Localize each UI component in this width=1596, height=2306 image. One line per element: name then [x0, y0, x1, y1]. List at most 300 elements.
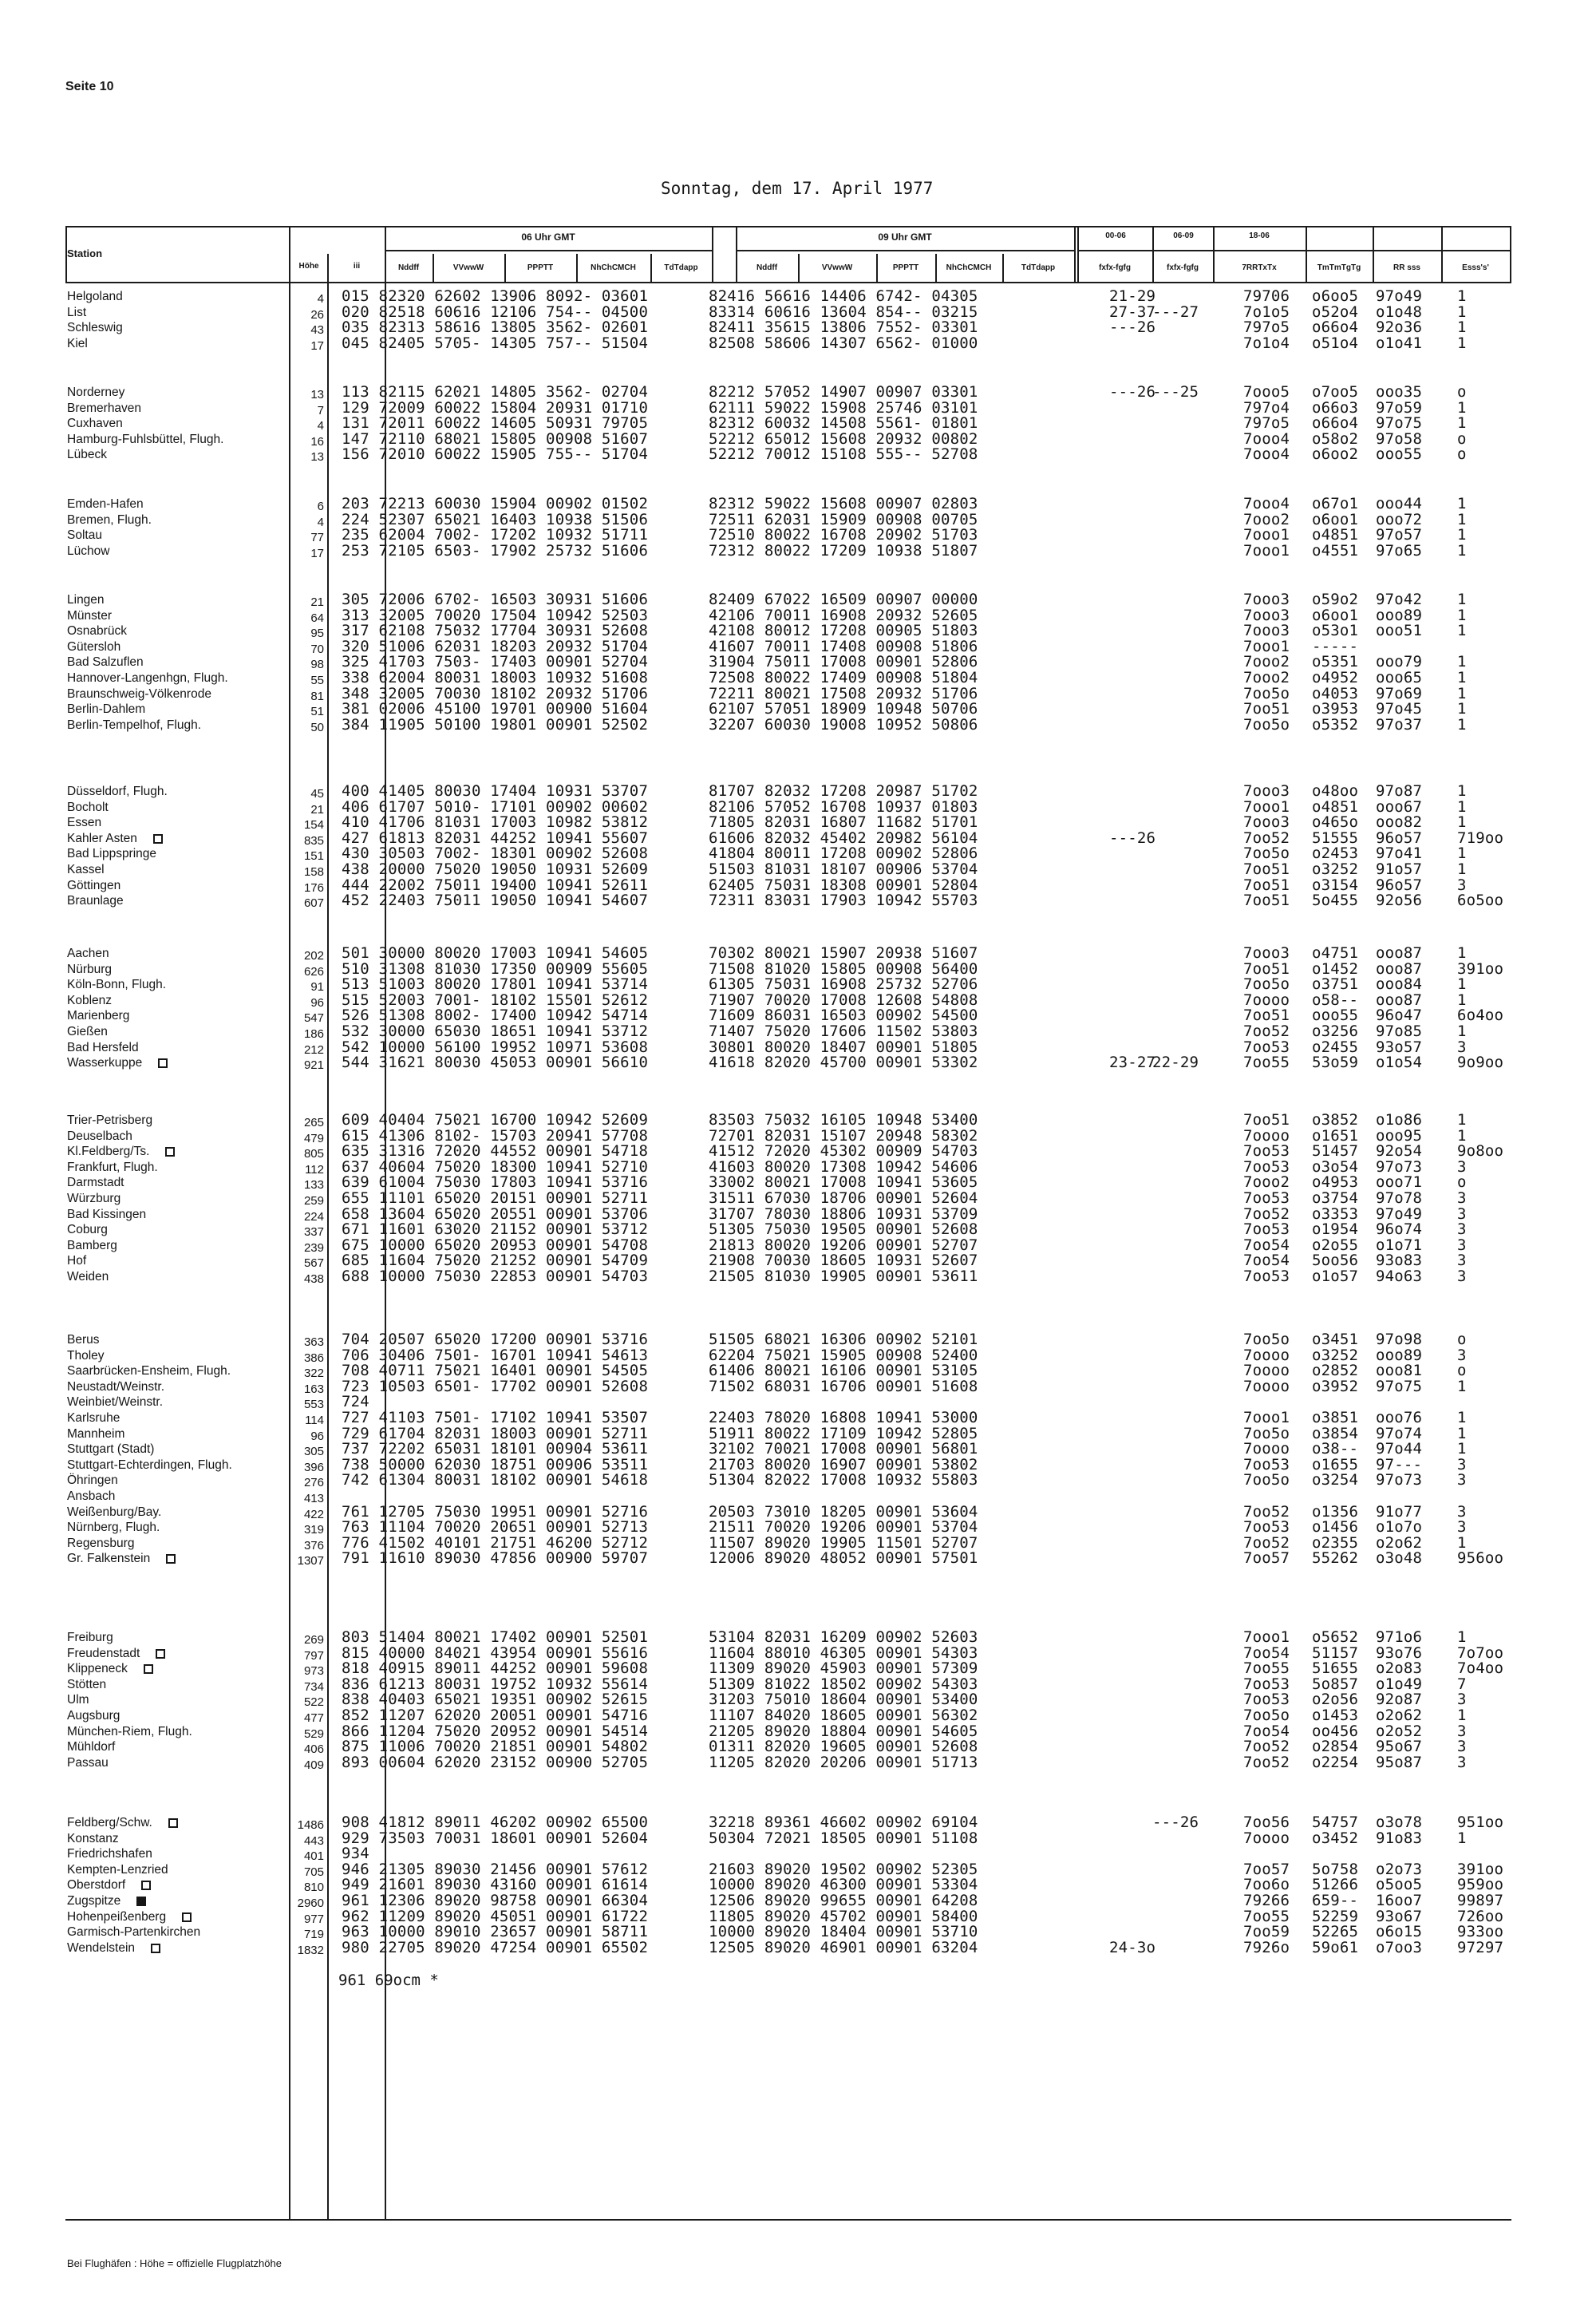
station-height: 529 — [303, 1727, 324, 1741]
station-name-text: Braunschweig-Völkenrode — [67, 686, 211, 701]
temp-minmax: o2852 — [1312, 1362, 1359, 1380]
obs-06-gmt: 635 31316 72020 44552 00901 54718 — [342, 1142, 649, 1161]
station-row — [0, 1940, 1596, 1956]
extra-18-06: 7oo51 — [1243, 700, 1290, 718]
temp-minmax: o52o4 — [1312, 303, 1359, 321]
station-height: 835 — [303, 833, 324, 848]
station-row — [0, 1489, 1596, 1504]
obs-09-gmt: 81707 82032 17208 20987 51702 — [709, 782, 978, 800]
station-name-text: Wendelstein — [67, 1940, 136, 1955]
station-name — [67, 639, 120, 655]
group09-rule — [736, 250, 1074, 251]
station-name-text: Konstanz — [67, 1831, 119, 1845]
station-name — [67, 1630, 113, 1645]
extra-18-06: 7oo52 — [1243, 1738, 1290, 1756]
station-row — [0, 1126, 1596, 1145]
temp-minmax: o2854 — [1312, 1738, 1359, 1756]
extra-18-06: 7oo54 — [1243, 1722, 1290, 1740]
snow-code: 933oo — [1457, 1923, 1504, 1941]
station-name — [67, 1363, 231, 1378]
snow-code: 951oo — [1457, 1814, 1504, 1831]
snow-code: 1 — [1457, 1111, 1467, 1129]
rain-snow: 93o76 — [1376, 1643, 1423, 1662]
station-name — [67, 1222, 108, 1237]
obs-09-gmt: 51304 82022 17008 10932 55803 — [709, 1471, 978, 1489]
station-name — [67, 1055, 168, 1070]
extra-18-06: 7oo53 — [1243, 1268, 1290, 1285]
station-row — [0, 416, 1596, 431]
obs-06-gmt: 962 11209 89020 45051 00901 61722 — [342, 1907, 649, 1925]
station-name-text: Kahler Asten — [67, 831, 137, 845]
temp-minmax: o4953 — [1312, 1173, 1359, 1192]
group06-header: 06 Uhr GMT — [521, 231, 575, 243]
extra-18-06: 7ooo3 — [1243, 591, 1290, 608]
station-height: 422 — [303, 1507, 324, 1521]
station-name-text: Bad Kissingen — [67, 1207, 147, 1221]
station-row — [0, 797, 1596, 817]
station-name-text: Köln-Bonn, Flugh. — [67, 978, 167, 992]
obs-09-gmt: 52212 65012 15608 20932 00802 — [709, 429, 978, 448]
station-name-text: Bremen, Flugh. — [67, 512, 152, 527]
station-row — [0, 1157, 1596, 1177]
extra-18-06: 7ooo4 — [1243, 445, 1290, 464]
station-name — [67, 670, 228, 686]
snow-code: 1 — [1457, 813, 1467, 832]
temp-minmax: o4851 — [1312, 526, 1359, 544]
station-name — [67, 1207, 146, 1222]
station-name — [67, 1831, 119, 1846]
col-header-right: fxfx-fgfg — [1099, 263, 1131, 272]
station-name-text: Helgoland — [67, 290, 123, 303]
station-name — [67, 305, 86, 320]
obs-09-gmt: 11309 89020 45903 00901 57309 — [709, 1659, 978, 1678]
snow-code: 1 — [1457, 287, 1467, 305]
extra-18-06: 7oo5o — [1243, 684, 1290, 702]
rain-snow: 92o56 — [1376, 892, 1423, 910]
station-name — [67, 784, 168, 799]
extra-18-06: 7oo56 — [1243, 1814, 1290, 1831]
station-row — [0, 1379, 1596, 1394]
rain-snow: 97o37 — [1376, 715, 1423, 734]
station-height: 805 — [303, 1147, 324, 1161]
g0006-header: 00-06 — [1105, 231, 1126, 240]
station-name-text: Schleswig — [67, 321, 123, 335]
obs-09-gmt: 22403 78020 16808 10941 53000 — [709, 1409, 978, 1426]
rain-snow: 97o58 — [1376, 429, 1423, 448]
obs-06-gmt: 430 30503 7002- 18301 00902 52608 — [342, 844, 649, 863]
snow-code: 3 — [1457, 1038, 1467, 1056]
station-name — [67, 1008, 129, 1023]
obs-06-gmt: 639 61004 75030 17803 10941 53716 — [342, 1173, 649, 1192]
rain-snow: 97o65 — [1376, 541, 1423, 560]
snow-code: 1 — [1457, 1533, 1467, 1552]
station-height: 269 — [303, 1633, 324, 1647]
temp-minmax: 51157 — [1312, 1643, 1359, 1662]
station-name — [67, 878, 120, 893]
station-name-text: Ulm — [67, 1693, 89, 1707]
snow-code: 3 — [1457, 1236, 1467, 1254]
station-name — [67, 1520, 160, 1535]
station-height: 4 — [317, 515, 324, 529]
station-height: 91 — [310, 980, 324, 995]
temp-minmax: o3452 — [1312, 1829, 1359, 1847]
obs-06-gmt: 763 11104 70020 20651 00901 52713 — [342, 1518, 649, 1537]
obs-09-gmt: 42106 70011 16908 20932 52605 — [709, 606, 978, 624]
station-name — [67, 1505, 161, 1520]
rain-snow: ooo81 — [1376, 1362, 1423, 1380]
station-name-text: Cuxhaven — [67, 417, 123, 431]
snow-code: o — [1457, 1173, 1467, 1192]
snow-code: 1 — [1457, 715, 1467, 734]
station-height: 413 — [303, 1492, 324, 1505]
col-header-06: PPPTT — [527, 263, 554, 272]
temp-minmax: o5352 — [1312, 715, 1359, 734]
rain-snow: ooo87 — [1376, 991, 1423, 1009]
station-height: 626 — [303, 964, 324, 979]
temp-minmax: o3851 — [1312, 1409, 1359, 1426]
station-row — [0, 1144, 1596, 1159]
page-number: Seite 10 — [65, 80, 114, 93]
station-name-text: Coburg — [67, 1223, 108, 1237]
station-height: 21 — [310, 595, 324, 609]
obs-06-gmt: 671 11601 63020 21152 00901 53712 — [342, 1220, 649, 1239]
station-name-text: Bad Hersfeld — [67, 1040, 139, 1054]
temp-minmax: o3451 — [1312, 1331, 1359, 1348]
extra-18-06: 7oo5o — [1243, 1424, 1290, 1442]
extra-18-06: 7ooo3 — [1243, 782, 1290, 800]
station-height: 163 — [303, 1382, 324, 1396]
station-row — [0, 655, 1596, 670]
station-name — [67, 1489, 115, 1504]
rain-snow: 92o36 — [1376, 318, 1423, 337]
temp-minmax: 5o857 — [1312, 1675, 1359, 1693]
station-row — [0, 1410, 1596, 1426]
snow-code: 3 — [1457, 1189, 1467, 1207]
col-header-right: Esss's' — [1462, 263, 1489, 272]
obs-09-gmt: 20503 73010 18205 00901 53604 — [709, 1502, 978, 1521]
station-name-text: Augsburg — [67, 1709, 120, 1723]
snow-code: 391oo — [1457, 1860, 1504, 1878]
station-height: 547 — [303, 1011, 324, 1026]
obs-06-gmt: 384 11905 50100 19801 00901 52502 — [342, 715, 649, 734]
snow-code: 9o9oo — [1457, 1054, 1504, 1072]
extra-18-06: 7oooo — [1243, 1126, 1290, 1145]
station-height: 1486 — [297, 1818, 324, 1832]
obs-09-gmt: 82416 56616 14406 6742- 04305 — [709, 287, 978, 305]
snow-code: 1 — [1457, 1409, 1467, 1426]
station-name-text: Nürnberg, Flugh. — [67, 1521, 160, 1535]
snow-code: 3 — [1457, 1738, 1467, 1756]
gust-00-06: 27-37 — [1109, 303, 1156, 321]
extra-18-06: 79706 — [1243, 287, 1290, 305]
obs-09-gmt: 52212 70012 15108 555-- 52708 — [709, 445, 978, 464]
station-name-text: Berlin-Tempelhof, Flugh. — [67, 718, 201, 732]
col-header-09: TdTdapp — [1021, 263, 1056, 272]
station-row — [0, 1659, 1596, 1679]
station-row — [0, 1113, 1596, 1128]
obs-09-gmt: 11604 88010 46305 00901 54303 — [709, 1643, 978, 1662]
station-name — [67, 1458, 232, 1473]
station-row — [0, 608, 1596, 623]
rain-snow: 91o83 — [1376, 1829, 1423, 1847]
extra-18-06: 79266 — [1243, 1892, 1290, 1909]
station-name — [67, 1551, 176, 1566]
station-name-text: Hof — [67, 1254, 87, 1268]
obs-06-gmt: 852 11207 62020 20051 00901 54716 — [342, 1707, 649, 1724]
station-name-text: Bad Salzuflen — [67, 655, 144, 670]
obs-09-gmt: 21908 70030 18605 10931 52607 — [709, 1252, 978, 1270]
temp-minmax: o6oo5 — [1312, 287, 1359, 305]
obs-09-gmt: 32207 60030 19008 10952 50806 — [709, 715, 978, 734]
obs-06-gmt: 338 62004 80031 18003 10932 51608 — [342, 669, 649, 686]
rain-snow: o2o83 — [1376, 1659, 1423, 1678]
obs-06-gmt: 156 72010 60022 15905 755-- 51704 — [342, 445, 649, 464]
rain-snow: ooo65 — [1376, 669, 1423, 686]
open-square-icon — [166, 1554, 176, 1564]
gust-00-06: ---26 — [1109, 318, 1156, 337]
obs-06-gmt: 532 30000 65030 18651 10941 53712 — [342, 1022, 649, 1040]
station-height: 607 — [303, 896, 324, 911]
temp-minmax: o67o1 — [1312, 495, 1359, 512]
snow-code: 1 — [1457, 975, 1467, 994]
extra-18-06: 797o5 — [1243, 414, 1290, 433]
station-height: 17 — [310, 338, 324, 353]
station-name — [67, 1442, 154, 1457]
obs-09-gmt: 12506 89020 99655 00901 64208 — [709, 1892, 978, 1909]
open-square-icon — [144, 1664, 153, 1674]
obs-09-gmt: 51911 80022 17109 10942 52805 — [709, 1424, 978, 1442]
extra-18-06: 7oo52 — [1243, 1753, 1290, 1771]
obs-09-gmt: 12505 89020 46901 00901 63204 — [709, 1938, 978, 1956]
rain-snow: ooo44 — [1376, 495, 1423, 512]
station-name — [67, 1024, 108, 1039]
station-name — [67, 1846, 152, 1861]
obs-09-gmt: 62107 57051 18909 10948 50706 — [709, 700, 978, 718]
station-row — [0, 1191, 1596, 1206]
station-row — [0, 1831, 1596, 1846]
extra-18-06: 7oo53 — [1243, 1189, 1290, 1207]
station-row — [0, 813, 1596, 833]
station-name — [67, 1394, 163, 1410]
snow-code: 3 — [1457, 1252, 1467, 1270]
station-row — [0, 1708, 1596, 1723]
obs-06-gmt: 655 11101 65020 20151 00901 52711 — [342, 1189, 649, 1207]
extra-18-06: 7ooo2 — [1243, 669, 1290, 686]
snow-code: 3 — [1457, 1268, 1467, 1285]
obs-09-gmt: 82312 60032 14508 5561- 01801 — [709, 414, 978, 433]
obs-09-gmt: 31904 75011 17008 00901 52806 — [709, 653, 978, 671]
station-name — [67, 416, 123, 431]
obs-09-gmt: 21205 89020 18804 00901 54605 — [709, 1722, 978, 1740]
obs-06-gmt: 444 22002 75011 19400 10941 52611 — [342, 876, 649, 894]
col-header-right: fxfx-fgfg — [1167, 263, 1199, 272]
station-row — [0, 1755, 1596, 1770]
station-row — [0, 1877, 1596, 1893]
station-height: 406 — [303, 1742, 324, 1757]
rain-snow: 97o69 — [1376, 684, 1423, 702]
temp-minmax: o3852 — [1312, 1111, 1359, 1129]
temp-minmax: o66o4 — [1312, 414, 1359, 433]
station-height: 305 — [303, 1445, 324, 1459]
col-divider-right — [1441, 226, 1443, 282]
station-height: 16 — [310, 434, 324, 449]
rain-snow: o1o86 — [1376, 1111, 1423, 1129]
station-height: 224 — [303, 1209, 324, 1224]
station-name-text: Friedrichshafen — [67, 1847, 152, 1861]
header-top-rule — [65, 226, 1511, 227]
station-name-text: Frankfurt, Flugh. — [67, 1160, 158, 1174]
snow-code: 3 — [1457, 1722, 1467, 1740]
obs-06-gmt: 544 31621 80030 45053 00901 56610 — [342, 1054, 649, 1072]
station-name — [67, 893, 124, 908]
temp-minmax: o3953 — [1312, 700, 1359, 718]
rain-snow: ooo67 — [1376, 797, 1423, 816]
station-row — [0, 1238, 1596, 1253]
rain-snow: 95o87 — [1376, 1753, 1423, 1771]
station-height: 77 — [310, 531, 324, 545]
station-name-text: Wasserkuppe — [67, 1056, 143, 1070]
obs-06-gmt: 045 82405 5705- 14305 757-- 51504 — [342, 334, 649, 352]
temp-minmax: o6oo1 — [1312, 510, 1359, 528]
station-name — [67, 1191, 120, 1206]
extra-18-06: 7oooo — [1243, 1362, 1290, 1380]
station-height: 13 — [310, 450, 324, 465]
station-height: 51 — [310, 705, 324, 719]
station-row — [0, 1348, 1596, 1363]
temp-minmax: o3154 — [1312, 876, 1359, 894]
temp-minmax: 51266 — [1312, 1876, 1359, 1894]
snow-code: 3 — [1457, 1502, 1467, 1521]
station-name — [67, 1940, 160, 1956]
rain-snow: 97o75 — [1376, 414, 1423, 433]
obs-06-gmt: 501 30000 80020 17003 10941 54605 — [342, 944, 649, 962]
station-height: 401 — [303, 1849, 324, 1864]
obs-09-gmt: 62405 75031 18308 00901 52804 — [709, 876, 978, 894]
station-row — [0, 1643, 1596, 1663]
station-row — [0, 1204, 1596, 1224]
station-row — [0, 318, 1596, 338]
extra-18-06: 7oo53 — [1243, 1220, 1290, 1239]
obs-06-gmt: 438 20000 75020 19050 10931 52609 — [342, 860, 649, 878]
station-name-text: Emden-Hafen — [67, 497, 144, 511]
rain-snow: o7oo3 — [1376, 1938, 1423, 1956]
col-header-right: 7RRTxTx — [1242, 263, 1277, 272]
obs-09-gmt: 33002 80021 17008 10941 53605 — [709, 1173, 978, 1192]
station-name-text: Weinbiet/Weinstr. — [67, 1395, 164, 1410]
station-name-text: Marienberg — [67, 1009, 130, 1023]
station-name — [67, 1238, 117, 1253]
snow-code: 3 — [1457, 1691, 1467, 1709]
col-header-09: Nddff — [756, 263, 778, 272]
obs-09-gmt: 51309 81022 18502 00902 54303 — [709, 1675, 978, 1693]
rain-snow: ooo87 — [1376, 944, 1423, 962]
station-name — [67, 1175, 124, 1190]
station-name — [67, 1332, 100, 1347]
snow-code: 1 — [1457, 1377, 1467, 1395]
snow-code: 1 — [1457, 684, 1467, 702]
station-name-text: Hohenpeißenberg — [67, 1909, 167, 1924]
col-header-09: VVwwW — [821, 263, 853, 272]
station-row — [0, 946, 1596, 961]
temp-minmax: o2453 — [1312, 844, 1359, 863]
temp-minmax: o48oo — [1312, 782, 1359, 800]
station-height: 977 — [303, 1912, 324, 1926]
station-name — [67, 289, 123, 304]
station-name-text: Oberstdorf — [67, 1878, 126, 1893]
station-name-text: Gütersloh — [67, 639, 121, 654]
station-height: 322 — [303, 1367, 324, 1381]
temp-minmax: o66o3 — [1312, 398, 1359, 417]
station-name — [67, 977, 166, 992]
rain-snow: 91o77 — [1376, 1502, 1423, 1521]
station-row — [0, 623, 1596, 639]
extra-18-06: 7oo5o — [1243, 1331, 1290, 1348]
gust-00-06: 23-27 — [1109, 1054, 1156, 1072]
rain-snow: o1o49 — [1376, 1675, 1423, 1693]
station-height: 396 — [303, 1460, 324, 1474]
extra-18-06: 7oo51 — [1243, 1111, 1290, 1129]
rain-snow: 97o49 — [1376, 287, 1423, 305]
obs-09-gmt: 82212 57052 14907 00907 03301 — [709, 383, 978, 401]
station-height: 114 — [305, 1414, 324, 1427]
station-name — [67, 1724, 192, 1739]
extra-18-06: 7oo5o — [1243, 1707, 1290, 1724]
station-name — [67, 608, 112, 623]
snow-code: o — [1457, 1362, 1467, 1380]
station-row — [0, 959, 1596, 979]
obs-09-gmt: 41512 72020 45302 00909 54703 — [709, 1142, 978, 1161]
station-name-text: Weiden — [67, 1270, 109, 1284]
rain-snow: ooo35 — [1376, 383, 1423, 401]
rain-snow: o6o15 — [1376, 1923, 1423, 1941]
extra-18-06: 7oo59 — [1243, 1923, 1290, 1941]
station-height: 202 — [303, 949, 324, 963]
temp-minmax: oo456 — [1312, 1722, 1359, 1740]
extra-18-06: 797o5 — [1243, 318, 1290, 337]
station-name-text: Bad Lippspringe — [67, 847, 157, 861]
temp-minmax: o1o57 — [1312, 1268, 1359, 1285]
station-row — [0, 528, 1596, 543]
snow-code: 1 — [1457, 1440, 1467, 1458]
station-row — [0, 1520, 1596, 1535]
extra-18-06: 7oo53 — [1243, 1142, 1290, 1161]
snow-code: 97297 — [1457, 1938, 1504, 1956]
station-name-text: Darmstadt — [67, 1176, 124, 1190]
station-name-text: Neustadt/Weinstr. — [67, 1379, 165, 1394]
temp-minmax: o1356 — [1312, 1502, 1359, 1521]
extra-note-line: 961 69ocm * — [338, 1972, 439, 1989]
obs-09-gmt: 82312 59022 15608 00907 02803 — [709, 495, 978, 512]
obs-06-gmt: 113 82115 62021 14805 3562- 02704 — [342, 383, 649, 401]
obs-06-gmt: 738 50000 62030 18751 00906 53511 — [342, 1455, 649, 1473]
temp-minmax: o2355 — [1312, 1533, 1359, 1552]
rain-snow: 16oo7 — [1376, 1892, 1423, 1909]
station-height: 810 — [303, 1881, 324, 1895]
station-height: 337 — [303, 1225, 324, 1240]
extra-18-06: 7ooo1 — [1243, 541, 1290, 560]
station-name-text: Kempten-Lenzried — [67, 1862, 168, 1877]
station-name-text: Osnabrück — [67, 624, 127, 639]
extra-18-06: 7ooo2 — [1243, 1173, 1290, 1192]
snow-code: 99897 — [1457, 1892, 1504, 1909]
station-name — [67, 1815, 178, 1830]
station-name-text: Düsseldorf, Flugh. — [67, 785, 168, 798]
temp-minmax: o2o55 — [1312, 1236, 1359, 1254]
snow-code: 3 — [1457, 876, 1467, 894]
temp-minmax: o2o56 — [1312, 1691, 1359, 1709]
temp-minmax: o1655 — [1312, 1455, 1359, 1473]
station-name — [67, 1410, 120, 1426]
